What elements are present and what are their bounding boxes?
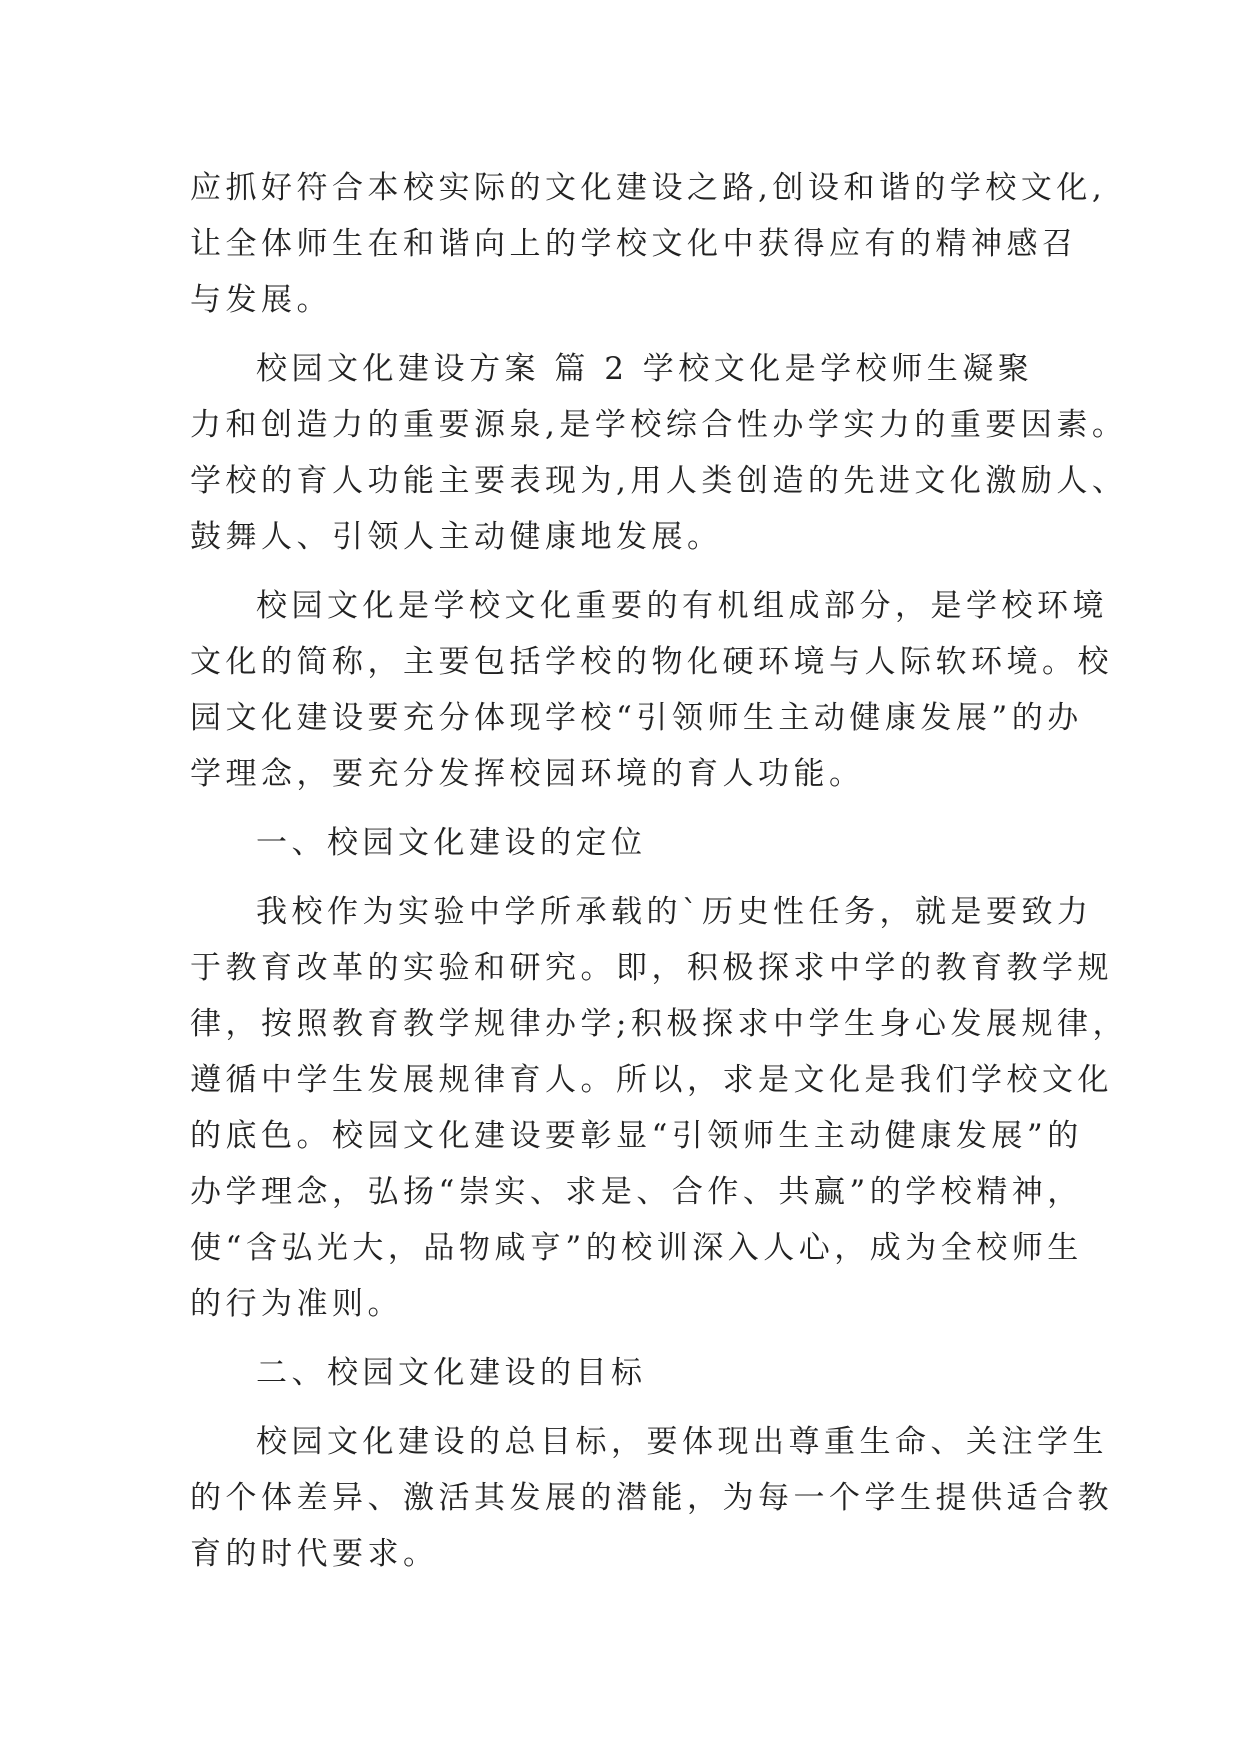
paragraph-3-line-2: 文化的简称，主要包括学校的物化硬环境与人际软环境。校 [190,644,1113,680]
paragraph-1-line-1: 应抓好符合本校实际的文化建设之路,创设和谐的学校文化, [190,170,1107,206]
paragraph-4-line-4: 遵循中学生发展规律育人。所以，求是文化是我们学校文化 [190,1062,1113,1098]
paragraph-4-line-7: 使“含弘光大，品物咸亨”的校训深入人心，成为全校师生 [190,1230,1083,1266]
paragraph-2-line-3: 学校的育人功能主要表现为,用人类创造的先进文化激励人、 [190,463,1128,499]
paragraph-4-line-1: 我校作为实验中学所承载的`历史性任务，就是要致力 [256,894,1093,930]
paragraph-4-line-3: 律，按照教育教学规律办学;积极探求中学生身心发展规律， [190,1006,1128,1042]
paragraph-4-line-8: 的行为准则。 [190,1286,403,1322]
heading-positioning: 一、校园文化建设的定位 [256,825,647,861]
paragraph-3-line-3: 园文化建设要充分体现学校“引领师生主动健康发展”的办 [190,700,1083,736]
paragraph-2-line-2: 力和创造力的重要源泉,是学校综合性办学实力的重要因素。 [190,407,1128,443]
paragraph-4-line-6: 办学理念，弘扬“崇实、求是、合作、共赢”的学校精神， [190,1174,1083,1210]
heading-goals: 二、校园文化建设的目标 [256,1355,647,1391]
paragraph-3-line-1: 校园文化是学校文化重要的有机组成部分，是学校环境 [256,588,1108,624]
paragraph-5-line-2: 的个体差异、激活其发展的潜能，为每一个学生提供适合教 [190,1480,1113,1516]
paragraph-1-line-2: 让全体师生在和谐向上的学校文化中获得应有的精神感召 [190,226,1078,262]
paragraph-5-line-1: 校园文化建设的总目标，要体现出尊重生命、关注学生 [256,1424,1108,1460]
paragraph-2-line-4: 鼓舞人、引领人主动健康地发展。 [190,519,723,555]
paragraph-3-line-4: 学理念，要充分发挥校园环境的育人功能。 [190,756,865,792]
section-title-line: 校园文化建设方案 篇 2 学校文化是学校师生凝聚 [256,351,1034,387]
paragraph-1-line-3: 与发展。 [190,282,332,318]
paragraph-5-line-3: 育的时代要求。 [190,1536,439,1572]
paragraph-4-line-5: 的底色。校园文化建设要彰显“引领师生主动健康发展”的 [190,1118,1083,1154]
paragraph-4-line-2: 于教育改革的实验和研究。即，积极探求中学的教育教学规 [190,950,1113,986]
document-body [190,160,1128,1582]
